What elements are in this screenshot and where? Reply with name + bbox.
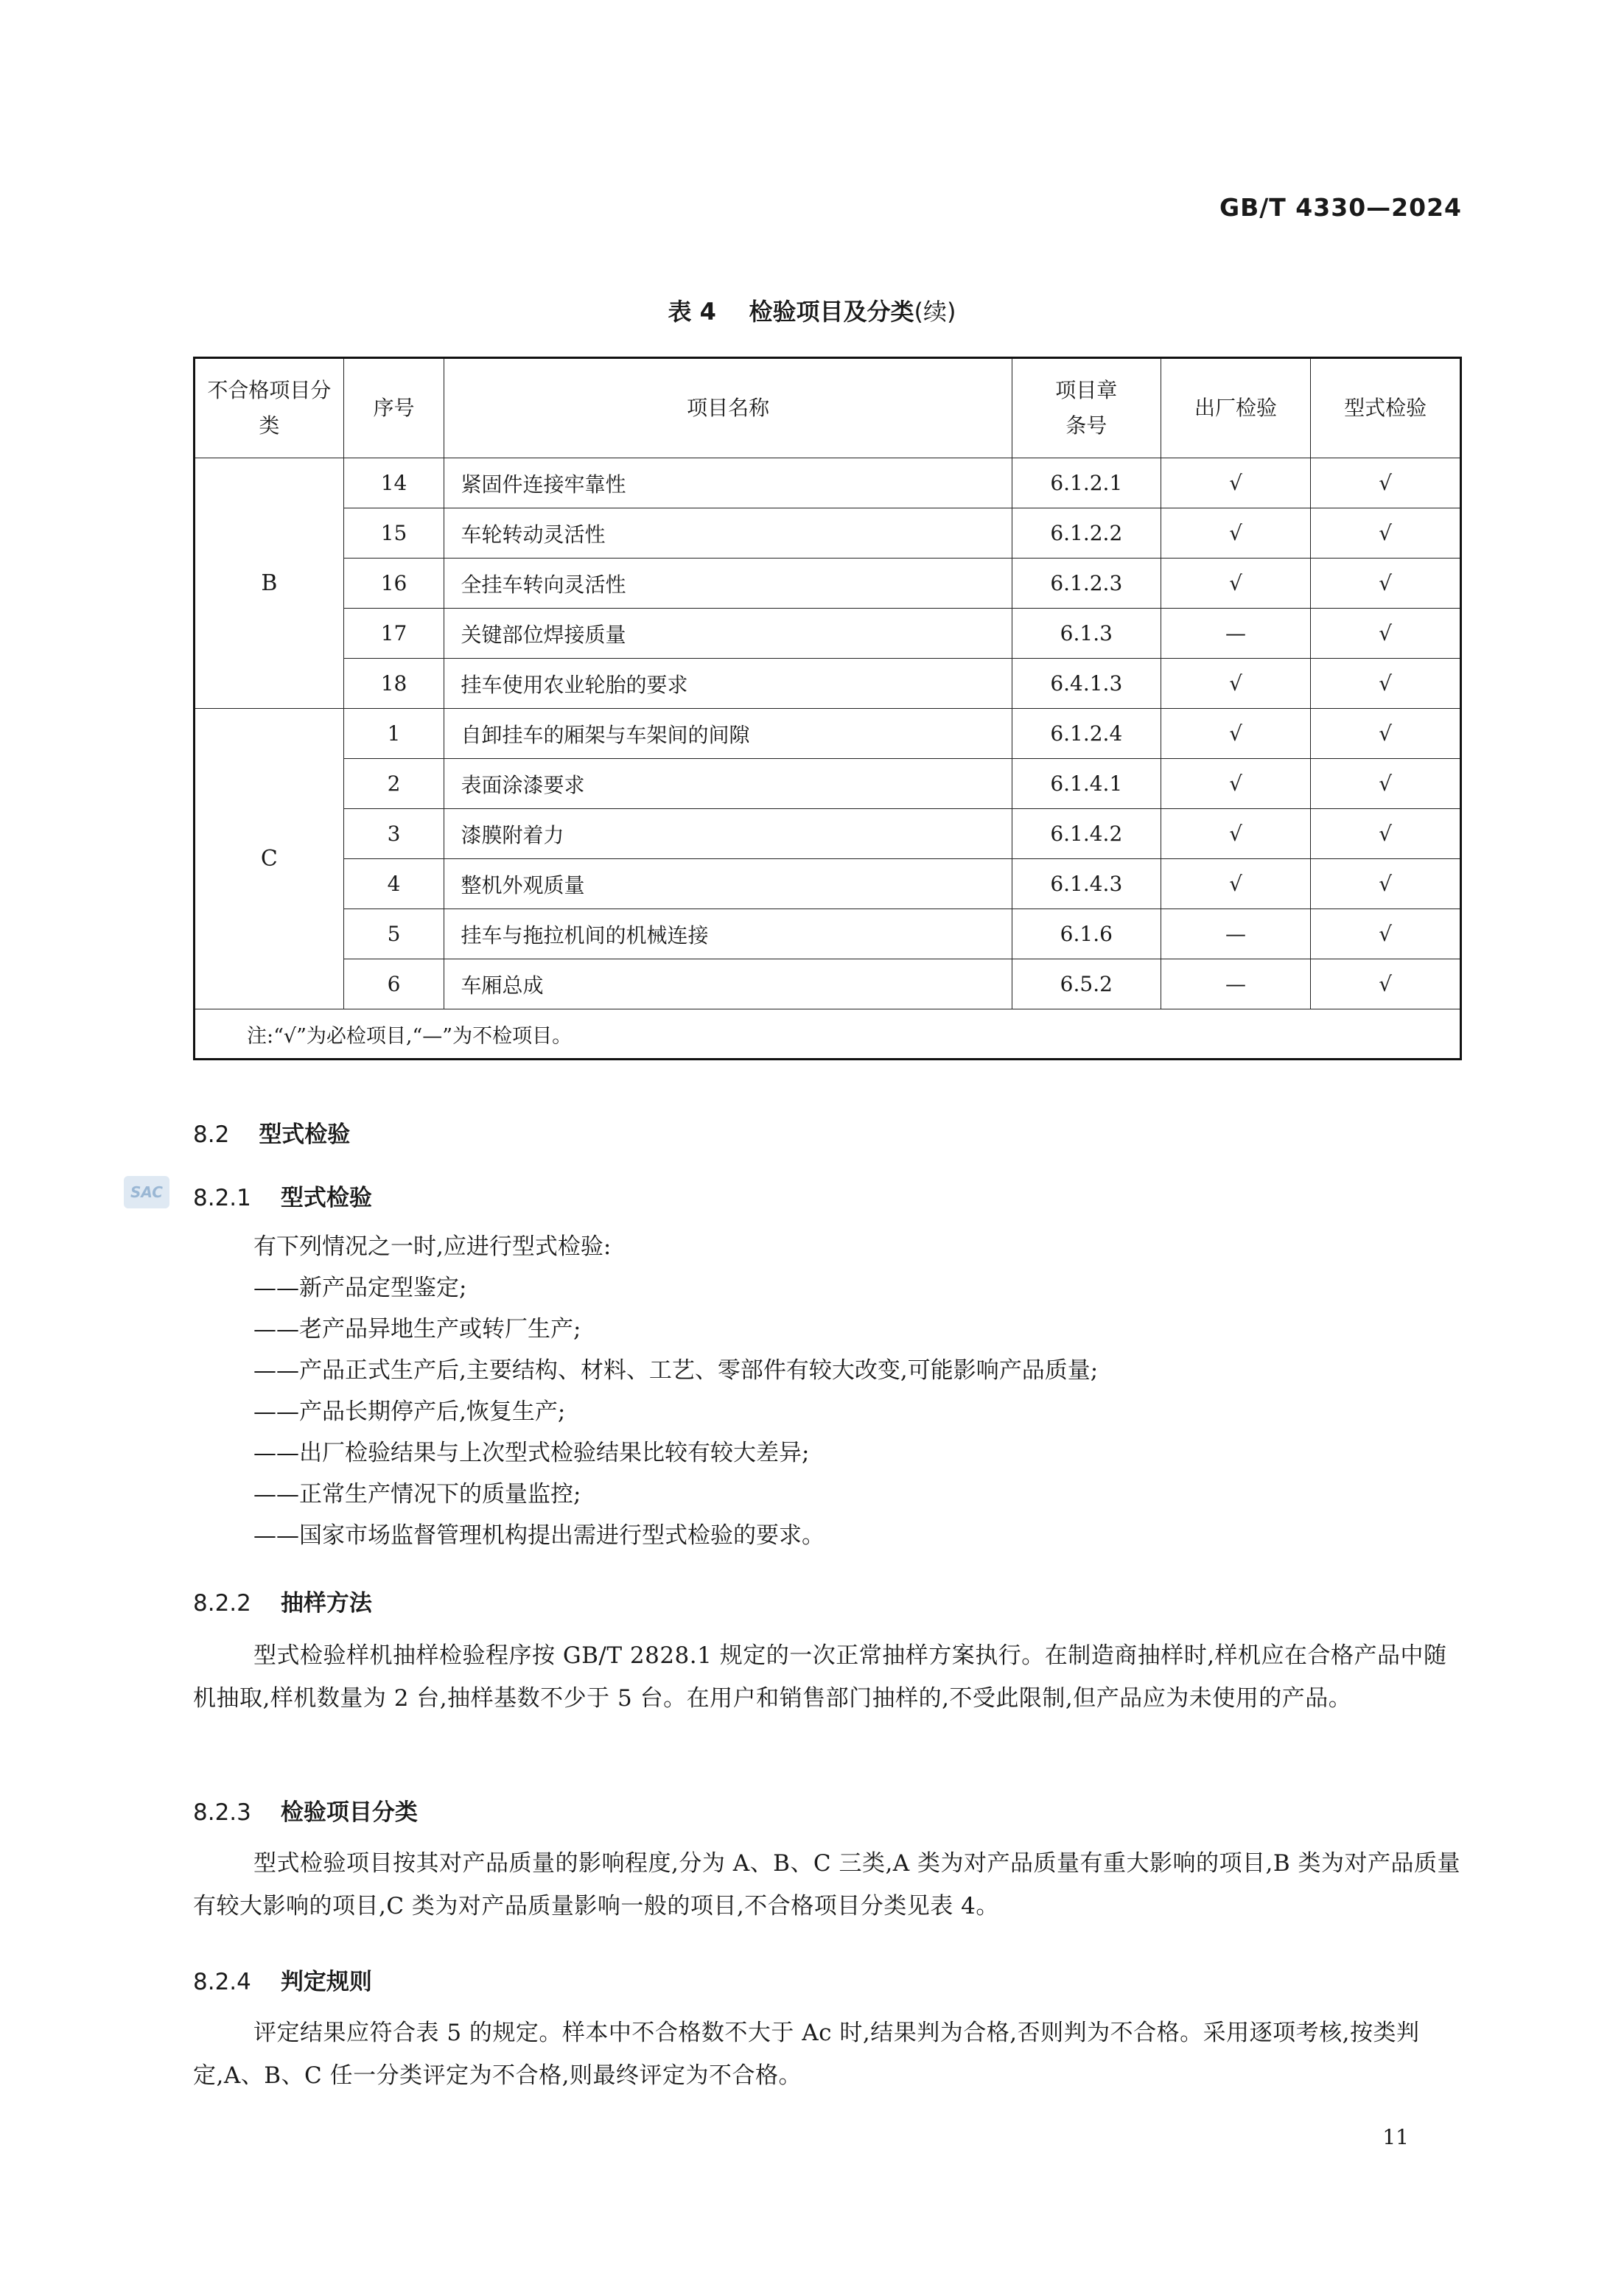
factory-inspection-cell: —	[1161, 609, 1311, 659]
factory-inspection-cell: √	[1161, 559, 1311, 609]
table-row	[195, 458, 1461, 508]
section-number: 8.2.4	[193, 1969, 251, 1995]
section-8-2-3-heading	[193, 1793, 418, 1827]
factory-inspection-cell: —	[1161, 959, 1311, 1009]
name-cell: 表面涂漆要求	[444, 759, 1012, 809]
seq-cell: 15	[343, 508, 444, 559]
factory-inspection-cell: √	[1161, 809, 1311, 859]
inspection-items-table	[193, 357, 1462, 1060]
factory-inspection-cell: —	[1161, 909, 1311, 959]
section-8-2-2-text	[193, 1634, 1462, 1720]
header-clause: 项目章条号	[1012, 358, 1161, 458]
page-number: 11	[1382, 2125, 1409, 2149]
category-cell: C	[195, 709, 344, 1009]
clause-cell: 6.4.1.3	[1012, 659, 1161, 709]
table-row	[195, 609, 1461, 659]
table-row	[195, 508, 1461, 559]
table-body	[195, 458, 1461, 1009]
table-caption-title: 检验项目及分类	[749, 298, 914, 326]
section-number: 8.2.1	[193, 1185, 251, 1211]
name-cell: 挂车与拖拉机间的机械连接	[444, 909, 1012, 959]
table-header-row	[195, 358, 1461, 458]
paragraph: 型式检验样机抽样检验程序按 GB/T 2828.1 规定的一次正常抽样方案执行。在制造商抽样时,样机应在合格产品中随机抽取,样机数量为 2 台,抽样基数不少于 5 台。在用户和销售部门抽样的,不受此限制,但产品应为未使用的产品。	[193, 1642, 1447, 1712]
seq-cell: 5	[343, 909, 444, 959]
table-row	[195, 959, 1461, 1009]
table-row	[195, 559, 1461, 609]
paragraph: 型式检验项目按其对产品质量的影响程度,分为 A、B、C 三类,A 类为对产品质量有重大影响的项目,B 类为对产品质量有较大影响的项目,C 类为对产品质量影响一般的项目,不合格项目分类见表 4。	[193, 1850, 1461, 1919]
section-8-2-3-text	[193, 1842, 1462, 1928]
section-number: 8.2	[193, 1121, 230, 1148]
clause-cell: 6.5.2	[1012, 959, 1161, 1009]
type-inspection-cell: √	[1311, 959, 1461, 1009]
section-8-2-2-heading	[193, 1584, 372, 1617]
seq-cell: 16	[343, 559, 444, 609]
table-caption-label: 表 4	[668, 298, 716, 326]
table-note: 注:“√”为必检项目,“—”为不检项目。	[195, 1009, 1461, 1060]
factory-inspection-cell: √	[1161, 859, 1311, 909]
list-item: ——老产品异地生产或转厂生产;	[253, 1316, 581, 1342]
section-8-2-heading	[193, 1116, 350, 1149]
seq-cell: 14	[343, 458, 444, 508]
type-inspection-cell: √	[1311, 559, 1461, 609]
table-row	[195, 909, 1461, 959]
section-title: 型式检验	[280, 1185, 372, 1211]
header-factory-inspection: 出厂检验	[1161, 358, 1311, 458]
header-name: 项目名称	[444, 358, 1012, 458]
name-cell: 自卸挂车的厢架与车架间的间隙	[444, 709, 1012, 759]
clause-cell: 6.1.2.4	[1012, 709, 1161, 759]
seq-cell: 3	[343, 809, 444, 859]
list-item: ——国家市场监督管理机构提出需进行型式检验的要求。	[253, 1522, 825, 1549]
clause-cell: 6.1.3	[1012, 609, 1161, 659]
section-title: 型式检验	[259, 1121, 351, 1148]
list-item: ——出厂检验结果与上次型式检验结果比较有较大差异;	[253, 1440, 810, 1466]
list-item: ——产品长期停产后,恢复生产;	[253, 1398, 566, 1425]
name-cell: 车厢总成	[444, 959, 1012, 1009]
type-inspection-cell: √	[1311, 659, 1461, 709]
clause-cell: 6.1.4.1	[1012, 759, 1161, 809]
table-caption	[0, 293, 1624, 327]
table-note-row	[195, 1009, 1461, 1060]
header-seq: 序号	[343, 358, 444, 458]
list-item: ——产品正式生产后,主要结构、材料、工艺、零部件有较大改变,可能影响产品质量;	[253, 1357, 1099, 1384]
name-cell: 关键部位焊接质量	[444, 609, 1012, 659]
table-row	[195, 809, 1461, 859]
clause-cell: 6.1.6	[1012, 909, 1161, 959]
name-cell: 全挂车转向灵活性	[444, 559, 1012, 609]
section-title: 检验项目分类	[280, 1799, 418, 1826]
seq-cell: 6	[343, 959, 444, 1009]
clause-cell: 6.1.2.1	[1012, 458, 1161, 508]
section-8-2-4-text	[193, 2012, 1462, 2097]
type-inspection-cell: √	[1311, 909, 1461, 959]
table-row	[195, 709, 1461, 759]
name-cell: 紧固件连接牢靠性	[444, 458, 1012, 508]
factory-inspection-cell: √	[1161, 458, 1311, 508]
name-cell: 车轮转动灵活性	[444, 508, 1012, 559]
type-inspection-cell: √	[1311, 859, 1461, 909]
section-number: 8.2.2	[193, 1590, 251, 1617]
section-8-2-4-heading	[193, 1963, 372, 1996]
category-cell: B	[195, 458, 344, 709]
type-inspection-cell: √	[1311, 508, 1461, 559]
table-row	[195, 759, 1461, 809]
section-intro: 有下列情况之一时,应进行型式检验:	[253, 1233, 612, 1260]
table-row	[195, 659, 1461, 709]
list-item: ——正常生产情况下的质量监控;	[253, 1481, 581, 1508]
seq-cell: 1	[343, 709, 444, 759]
factory-inspection-cell: √	[1161, 508, 1311, 559]
factory-inspection-cell: √	[1161, 709, 1311, 759]
sac-watermark-logo: SAC	[124, 1176, 169, 1208]
clause-cell: 6.1.2.3	[1012, 559, 1161, 609]
section-title: 判定规则	[280, 1969, 372, 1995]
factory-inspection-cell: √	[1161, 759, 1311, 809]
name-cell: 挂车使用农业轮胎的要求	[444, 659, 1012, 709]
seq-cell: 4	[343, 859, 444, 909]
header-type-inspection: 型式检验	[1311, 358, 1461, 458]
factory-inspection-cell: √	[1161, 659, 1311, 709]
table-row	[195, 859, 1461, 909]
type-inspection-cell: √	[1311, 458, 1461, 508]
table-caption-suffix: (续)	[914, 298, 956, 326]
type-inspection-cell: √	[1311, 809, 1461, 859]
section-8-2-1-heading	[193, 1179, 372, 1212]
paragraph: 评定结果应符合表 5 的规定。样本中不合格数不大于 Ac 时,结果判为合格,否则判为不合格。采用逐项考核,按类判定,A、B、C 任一分类评定为不合格,则最终评定为不合格。	[193, 2020, 1420, 2089]
header-category: 不合格项目分类	[195, 358, 344, 458]
clause-cell: 6.1.4.3	[1012, 859, 1161, 909]
seq-cell: 2	[343, 759, 444, 809]
seq-cell: 18	[343, 659, 444, 709]
type-inspection-cell: √	[1311, 709, 1461, 759]
clause-cell: 6.1.4.2	[1012, 809, 1161, 859]
section-title: 抽样方法	[280, 1590, 372, 1617]
section-number: 8.2.3	[193, 1799, 251, 1826]
name-cell: 漆膜附着力	[444, 809, 1012, 859]
seq-cell: 17	[343, 609, 444, 659]
list-item: ——新产品定型鉴定;	[253, 1275, 467, 1301]
type-inspection-cell: √	[1311, 759, 1461, 809]
type-inspection-cell: √	[1311, 609, 1461, 659]
section-8-2-1-content	[253, 1226, 1098, 1556]
clause-cell: 6.1.2.2	[1012, 508, 1161, 559]
standard-code: GB/T 4330—2024	[1219, 193, 1462, 222]
name-cell: 整机外观质量	[444, 859, 1012, 909]
